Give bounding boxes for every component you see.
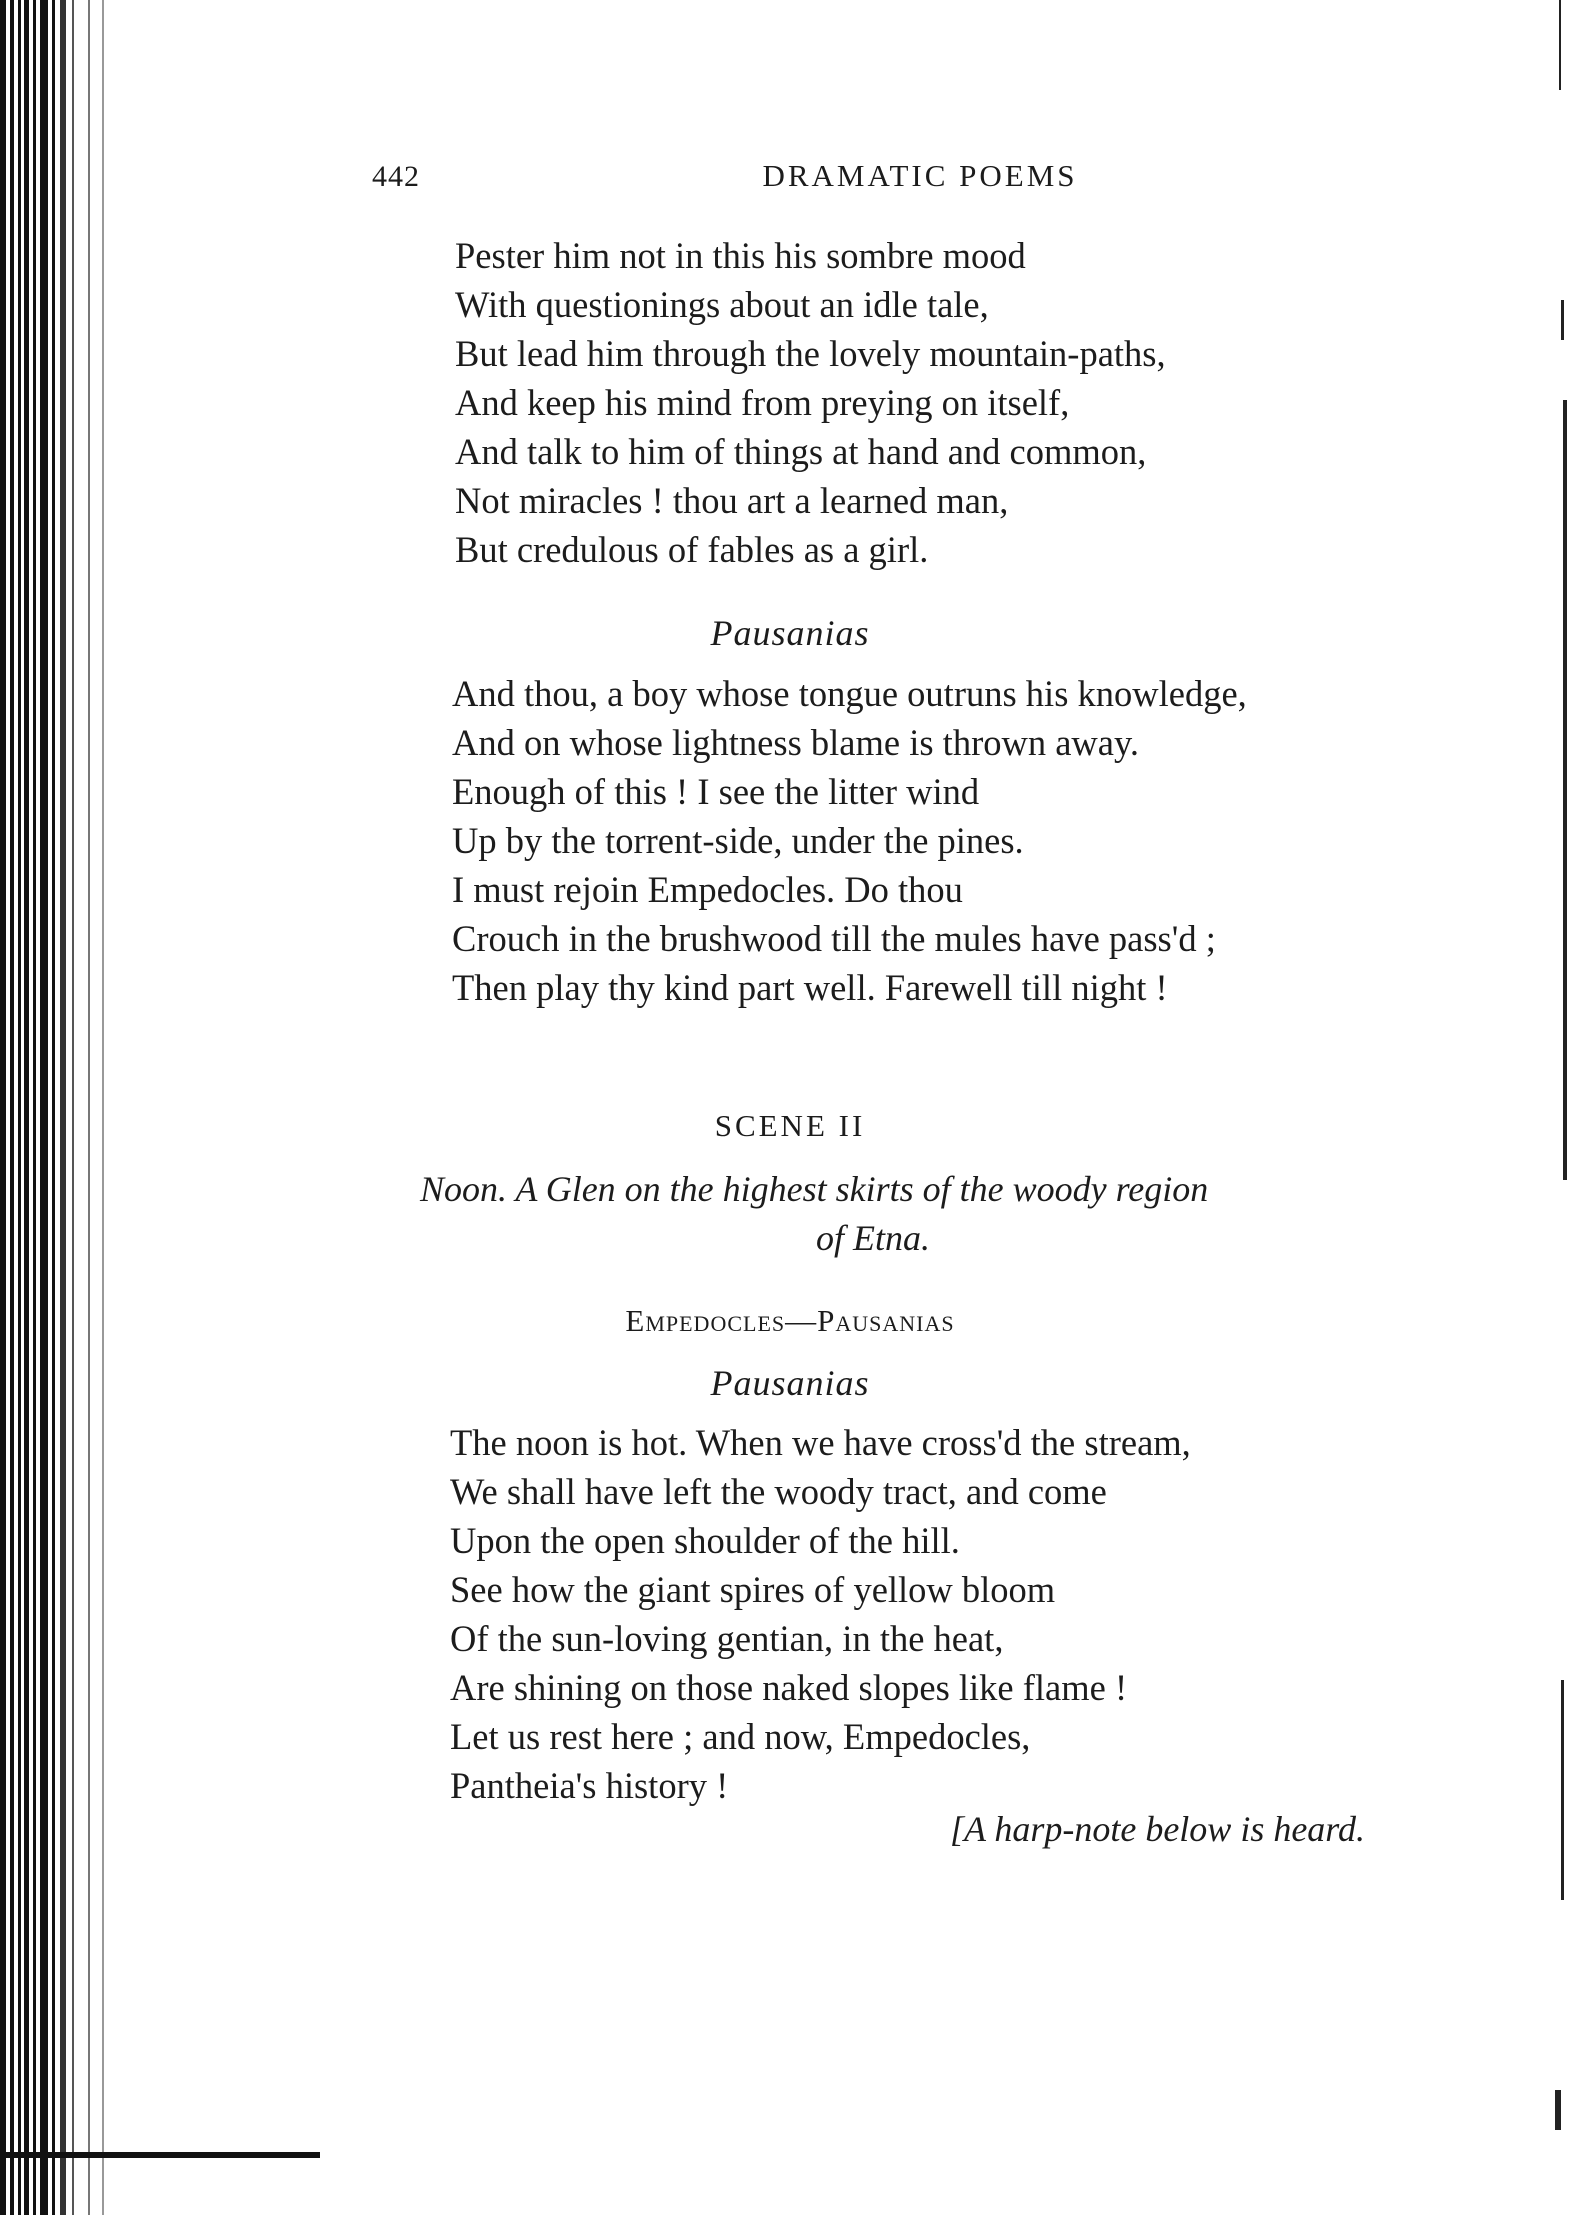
binding-edge xyxy=(0,0,120,2215)
verse-line: We shall have left the woody tract, and come xyxy=(450,1471,1107,1512)
verse-line: Then play thy kind part well. Farewell till night ! xyxy=(452,967,1168,1008)
verse-line: And talk to him of things at hand and common, xyxy=(455,431,1147,472)
verse-line: Up by the torrent-side, under the pines. xyxy=(452,820,1024,861)
running-title: DRAMATIC POEMS xyxy=(762,158,1078,193)
verse-line: Of the sun-loving gentian, in the heat, xyxy=(450,1618,1004,1659)
verse-line: Are shining on those naked slopes like flame ! xyxy=(450,1667,1128,1708)
stage-direction: [A harp-note below is heard. xyxy=(950,1809,1365,1849)
verse-line: Upon the open shoulder of the hill. xyxy=(450,1520,960,1561)
verse-line: I must rejoin Empedocles. Do thou xyxy=(452,869,963,910)
verse-line: And on whose lightness blame is thrown away. xyxy=(452,722,1139,763)
page-number: 442 xyxy=(372,160,420,193)
verse-line: Enough of this ! I see the litter wind xyxy=(452,771,980,812)
verse-line: But credulous of fables as a girl. xyxy=(455,529,929,570)
verse-line: See how the giant spires of yellow bloom xyxy=(450,1569,1056,1610)
verse-line: Pantheia's history ! xyxy=(450,1765,729,1806)
speaker-name: Pausanias xyxy=(710,613,870,653)
verse-line: Pester him not in this his sombre mood xyxy=(455,235,1026,276)
verse-line: Let us rest here ; and now, Empedocles, xyxy=(450,1716,1031,1757)
verse-line: And keep his mind from preying on itself, xyxy=(455,382,1070,423)
verse-line: The noon is hot. When we have cross'd the stream, xyxy=(450,1422,1191,1463)
speaker-name: Pausanias xyxy=(710,1363,870,1403)
verse-line: Not miracles ! thou art a learned man, xyxy=(455,480,1009,521)
binding-bottom-edge xyxy=(0,2152,320,2158)
scene-heading: SCENE II xyxy=(714,1108,866,1143)
verse-line: But lead him through the lovely mountain-paths, xyxy=(455,333,1166,374)
scene-setting: Noon. A Glen on the highest skirts of the woody region xyxy=(420,1169,1209,1209)
verse-line: Crouch in the brushwood till the mules have pass'd ; xyxy=(452,918,1216,959)
verse-line: And thou, a boy whose tongue outruns his knowledge, xyxy=(452,673,1247,714)
scene-setting: of Etna. xyxy=(816,1218,930,1258)
right-edge-marks xyxy=(1555,0,1576,2215)
characters-present: Empedocles—Pausanias xyxy=(625,1303,955,1338)
verse-line: With questionings about an idle tale, xyxy=(455,284,989,325)
